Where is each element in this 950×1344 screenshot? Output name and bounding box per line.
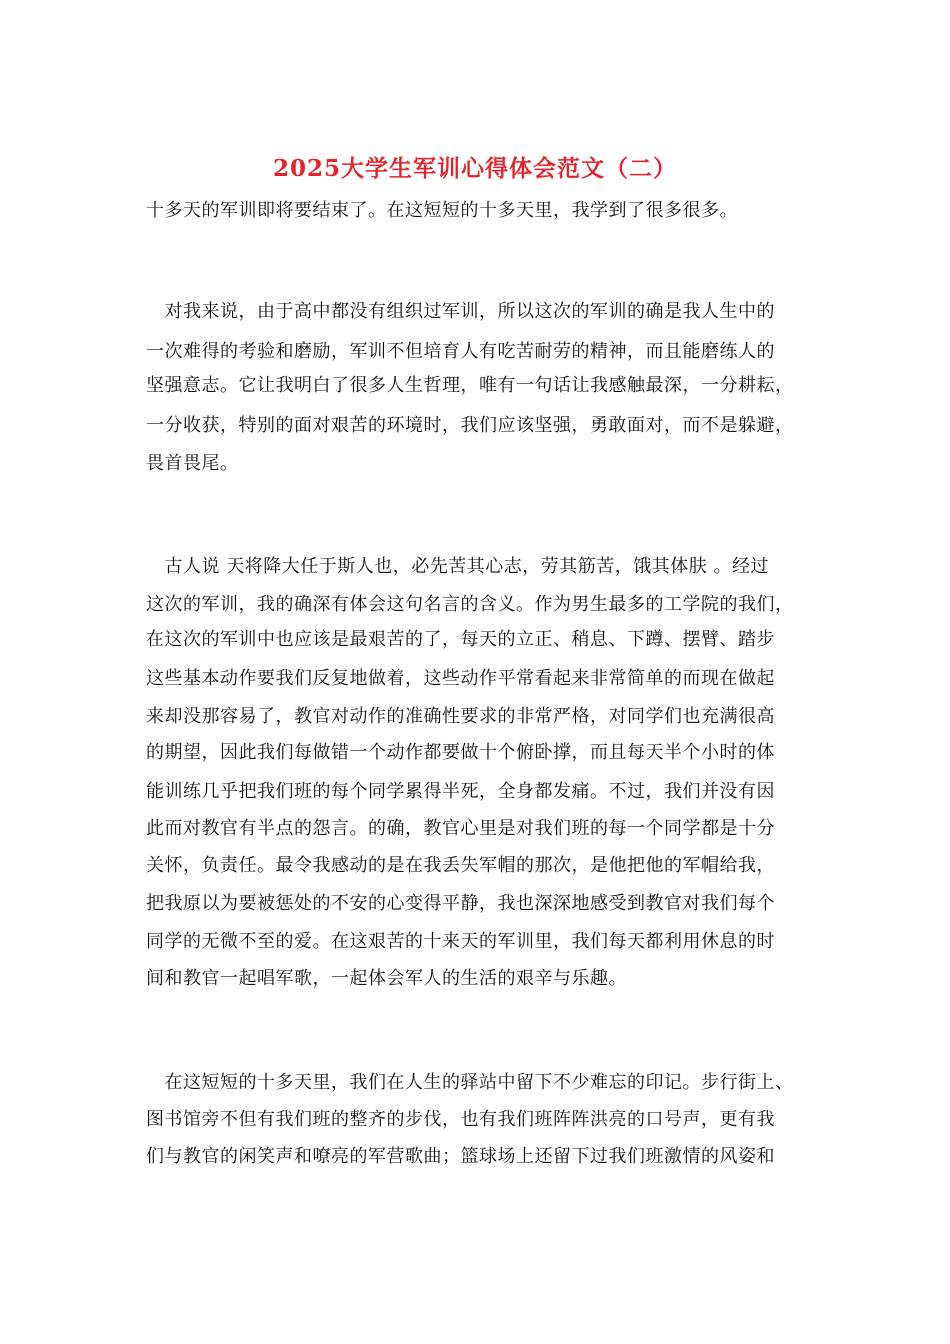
paragraph-line: 这次的军训，我的确深有体会这句名言的含义。作为男生最多的工学院的我们， bbox=[146, 594, 794, 615]
paragraph-line: 在这次的军训中也应该是最艰苦的了，每天的立正、稍息、下蹲、摆臂、踏步 bbox=[146, 629, 775, 650]
paragraph-line: 在这短短的十多天里，我们在人生的驿站中留下不少难忘的印记。步行街上、 bbox=[146, 1072, 794, 1093]
paragraph-line: 一分收获，特别的面对艰苦的环境时，我们应该坚强，勇敢面对，而不是躲避， bbox=[146, 415, 794, 436]
paragraph-line: 同学的无微不至的爱。在这艰苦的十来天的军训里，我们每天都利用休息的时 bbox=[146, 931, 775, 952]
paragraph-line: 古人说 天将降大任于斯人也，必先苦其心志，劳其筋苦，饿其体肤 。经过 bbox=[146, 556, 769, 577]
paragraph-line: 畏首畏尾。 bbox=[146, 453, 239, 474]
paragraph-line: 把我原以为要被惩处的不安的心变得平静，我也深深地感受到教官对我们每个 bbox=[146, 893, 775, 914]
paragraph-line: 的期望，因此我们每做错一个动作都要做十个俯卧撑，而且每天半个小时的体 bbox=[146, 742, 775, 763]
paragraph-line: 坚强意志。它让我明白了很多人生哲理，唯有一句话让我感触最深，一分耕耘， bbox=[146, 375, 794, 396]
paragraph-line: 图书馆旁不但有我们班的整齐的步伐，也有我们班阵阵洪亮的口号声，更有我 bbox=[146, 1109, 775, 1130]
paragraph-line: 关怀，负责任。最令我感动的是在我丢失军帽的那次，是他把他的军帽给我， bbox=[146, 855, 775, 876]
intro-line: 十多天的军训即将要结束了。在这短短的十多天里，我学到了很多很多。 bbox=[146, 200, 738, 221]
paragraph-line: 对我来说，由于高中都没有组织过军训，所以这次的军训的确是我人生中的 bbox=[146, 301, 775, 322]
paragraph-line: 来却没那容易了，教官对动作的准确性要求的非常严格，对同学们也充满很高 bbox=[146, 706, 775, 727]
paragraph-line: 能训练几乎把我们班的每个同学累得半死，全身都发痛。不过，我们并没有因 bbox=[146, 781, 775, 802]
paragraph-line: 们与教官的闲笑声和嘹亮的军营歌曲；篮球场上还留下过我们班激情的风姿和 bbox=[146, 1146, 775, 1167]
paragraph-line: 间和教官一起唱军歌，一起体会军人的生活的艰辛与乐趣。 bbox=[146, 968, 627, 989]
document-title: 2025大学生军训心得体会范文（二） bbox=[272, 155, 677, 182]
paragraph-line: 这些基本动作要我们反复地做着，这些动作平常看起来非常简单的而现在做起 bbox=[146, 668, 775, 689]
paragraph-line: 此而对教官有半点的怨言。的确，教官心里是对我们班的每一个同学都是十分 bbox=[146, 818, 775, 839]
paragraph-line: 一次难得的考验和磨励，军训不但培育人有吃苦耐劳的精神，而且能磨练人的 bbox=[146, 341, 775, 362]
